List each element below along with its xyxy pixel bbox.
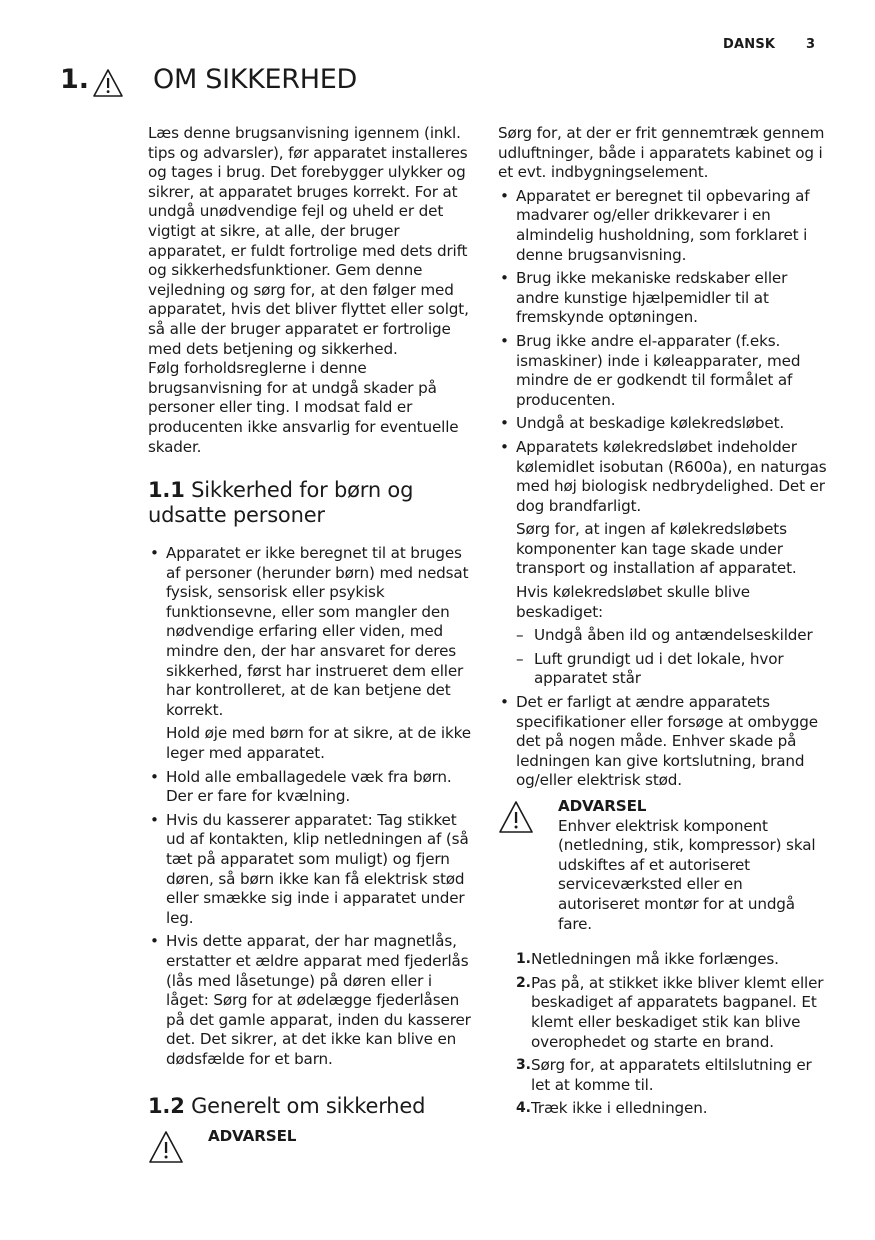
item-number: 2. [516,974,531,991]
intro-paragraph: Læs denne brugsanvisning igennem (inkl. tips og advarsler), før apparatet installeres og tages i brug. Det forebygger ulykker og sikrer, at apparatet bruges korrekt. For at undgå unødvendige fejl og uheld er det vigtigt at sikre, at alle, der bruger apparatet, er fuldt fortrolige med dets drift og sikkerhedsfunktioner. Gem denne vejledning og sørg for, at den følger med apparatet, hvis det bliver flyttet eller solgt, så alle der bruger apparatet er fortrolige med dets betjening og sikkerhed. [148,124,469,358]
warning-triangle-icon [498,800,534,834]
section-number: 1.2 [148,1093,185,1118]
item-number: 4. [516,1100,531,1117]
list-item-text: Undgå at beskadige kølekredsløbet. [516,414,785,433]
right-column [498,124,828,1123]
warning-block [498,797,828,934]
dash-list [516,626,828,689]
item-text: Netledningen må ikke forlænges. [531,950,779,969]
list-item-text: Hvis du kasserer apparatet: Tag stikket ud af kontakten, klip netledningen af (så tæt på apparatet som muligt) og fjern døren, så børn ikke kan få elektrisk stød eller smække sig inde i apparatet under leg. [166,810,469,927]
list-item [148,932,473,1069]
left-column [148,124,473,1146]
warning-text: Enhver elektrisk komponent (netledning, stik, kompressor) skal udskiftes af et autoriseret serviceværksted eller en autoriseret montør for at undgå fare. [558,816,816,933]
chapter-number: 1. [60,64,90,95]
list-item-subtext: Hvis kølekredsløbet skulle blive beskadiget: [516,583,750,621]
section-heading-1-2 [148,1094,473,1119]
list-item [498,269,828,328]
section-title: Sikkerhed for børn og udsatte personer [148,478,414,528]
list-item-text: Brug ikke mekaniske redskaber eller andre kunstige hjælpemidler til at fremskynde optøningen. [516,269,788,327]
list-item [498,438,828,689]
list-item [498,414,828,434]
ventilation-paragraph: Sørg for, at der er frit gennemtræk gennem udluftninger, både i apparatets kabinet og i et evt. indbygningselement. [498,124,825,182]
list-item [498,187,828,265]
header-language: DANSK [723,37,776,52]
item-text: Sørg for, at apparatets eltilslutning er let at komme til. [531,1056,812,1094]
numbered-item [498,974,828,1052]
item-text: Pas på, at stikket ikke bliver klemt eller beskadiget af apparatets bagpanel. Et klemt eller beskadiget stik kan blive overophedet og starte en brand. [531,973,824,1051]
list-item-text: Det er farligt at ændre apparatets specifikationer eller forsøge at ombygge det på nogen måde. Enhver skade på ledningen kan give kortslutning, brand og/eller elektrisk stød. [516,693,818,790]
warning-triangle-icon [92,67,124,99]
list-item-subtext: Hold øje med børn for at sikre, at de ikke leger med apparatet. [166,724,471,763]
dash-item: – Luft grundigt ud i det lokale, hvor apparatet står [516,650,828,689]
child-safety-list [148,544,473,1069]
item-number: 1. [516,951,531,968]
warning-label: ADVARSEL [558,797,647,815]
general-safety-list [498,187,828,791]
section-heading-1-1 [148,478,473,528]
warning-block [148,1127,473,1147]
warning-label: ADVARSEL [208,1126,297,1145]
numbered-item [498,1056,828,1095]
list-item-text: Brug ikke andre el-apparater (f.eks. ismaskiner) inde i køleapparater, med mindre de er godkendt til formålet af producenten. [516,331,801,409]
intro-paragraph-2: Følg forholdsreglerne i denne brugsanvisning for at undgå skader på personer eller ting. I modsat fald er producenten ikke ansvarlig for eventuelle skader. [148,359,459,456]
list-item [148,768,473,807]
list-item-text: Hvis dette apparat, der har magnetlås, erstatter et ældre apparat med fjederlås (lås med låsetunge) på døren eller i låget: Sørg for at ødelægge fjederlåsen på det gamle apparat, inden du kasserer det. Det sikrer, at det ikke kan blive en dødsfælde for et barn. [166,932,471,1068]
item-text: Træk ikke i elledningen. [531,1099,708,1118]
page-number: 3 [806,37,816,52]
section-number: 1.1 [148,478,185,503]
numbered-list [498,950,828,1119]
list-item-text: • Apparatets kølekredsløbet indeholder kølemidlet isobutan (R600a), en naturgas med høj biologisk nedbrydelighed. Det er dog brandfarligt. [516,437,827,515]
list-item-text: Hold alle emballagedele væk fra børn. Der er fare for kvælning. [166,767,452,806]
list-item [148,544,473,764]
list-item-text: • Apparatet er ikke beregnet til at bruges af personer (herunder børn) med nedsat fysisk, sensorisk eller psykisk funktionsevne, eller som mangler den nødvendige erfaring eller viden, med mindre den, der har ansvaret for deres sikkerhed, først har instrueret dem eller har kontrolleret, at de kan betjene det korrekt. [166,544,469,719]
numbered-item [498,950,828,970]
numbered-item [498,1099,828,1119]
warning-triangle-icon [148,1130,184,1164]
chapter-title: OM SIKKERHED [153,64,358,95]
section-title: Generelt om sikkerhed [191,1093,426,1118]
list-item-text: Apparatet er beregnet til opbevaring af madvarer og/eller drikkevarer i en almindelig husholdning, som forklaret i denne brugsanvisning. [516,186,810,264]
list-item [148,811,473,929]
item-number: 3. [516,1057,531,1074]
list-item-subtext: Sørg for, at ingen af kølekredsløbets komponenter kan tage skade under transport og installation af apparatet. [516,520,797,578]
list-item [498,332,828,410]
dash-item: – Undgå åben ild og antændelseskilder [516,626,828,646]
list-item [498,693,828,791]
